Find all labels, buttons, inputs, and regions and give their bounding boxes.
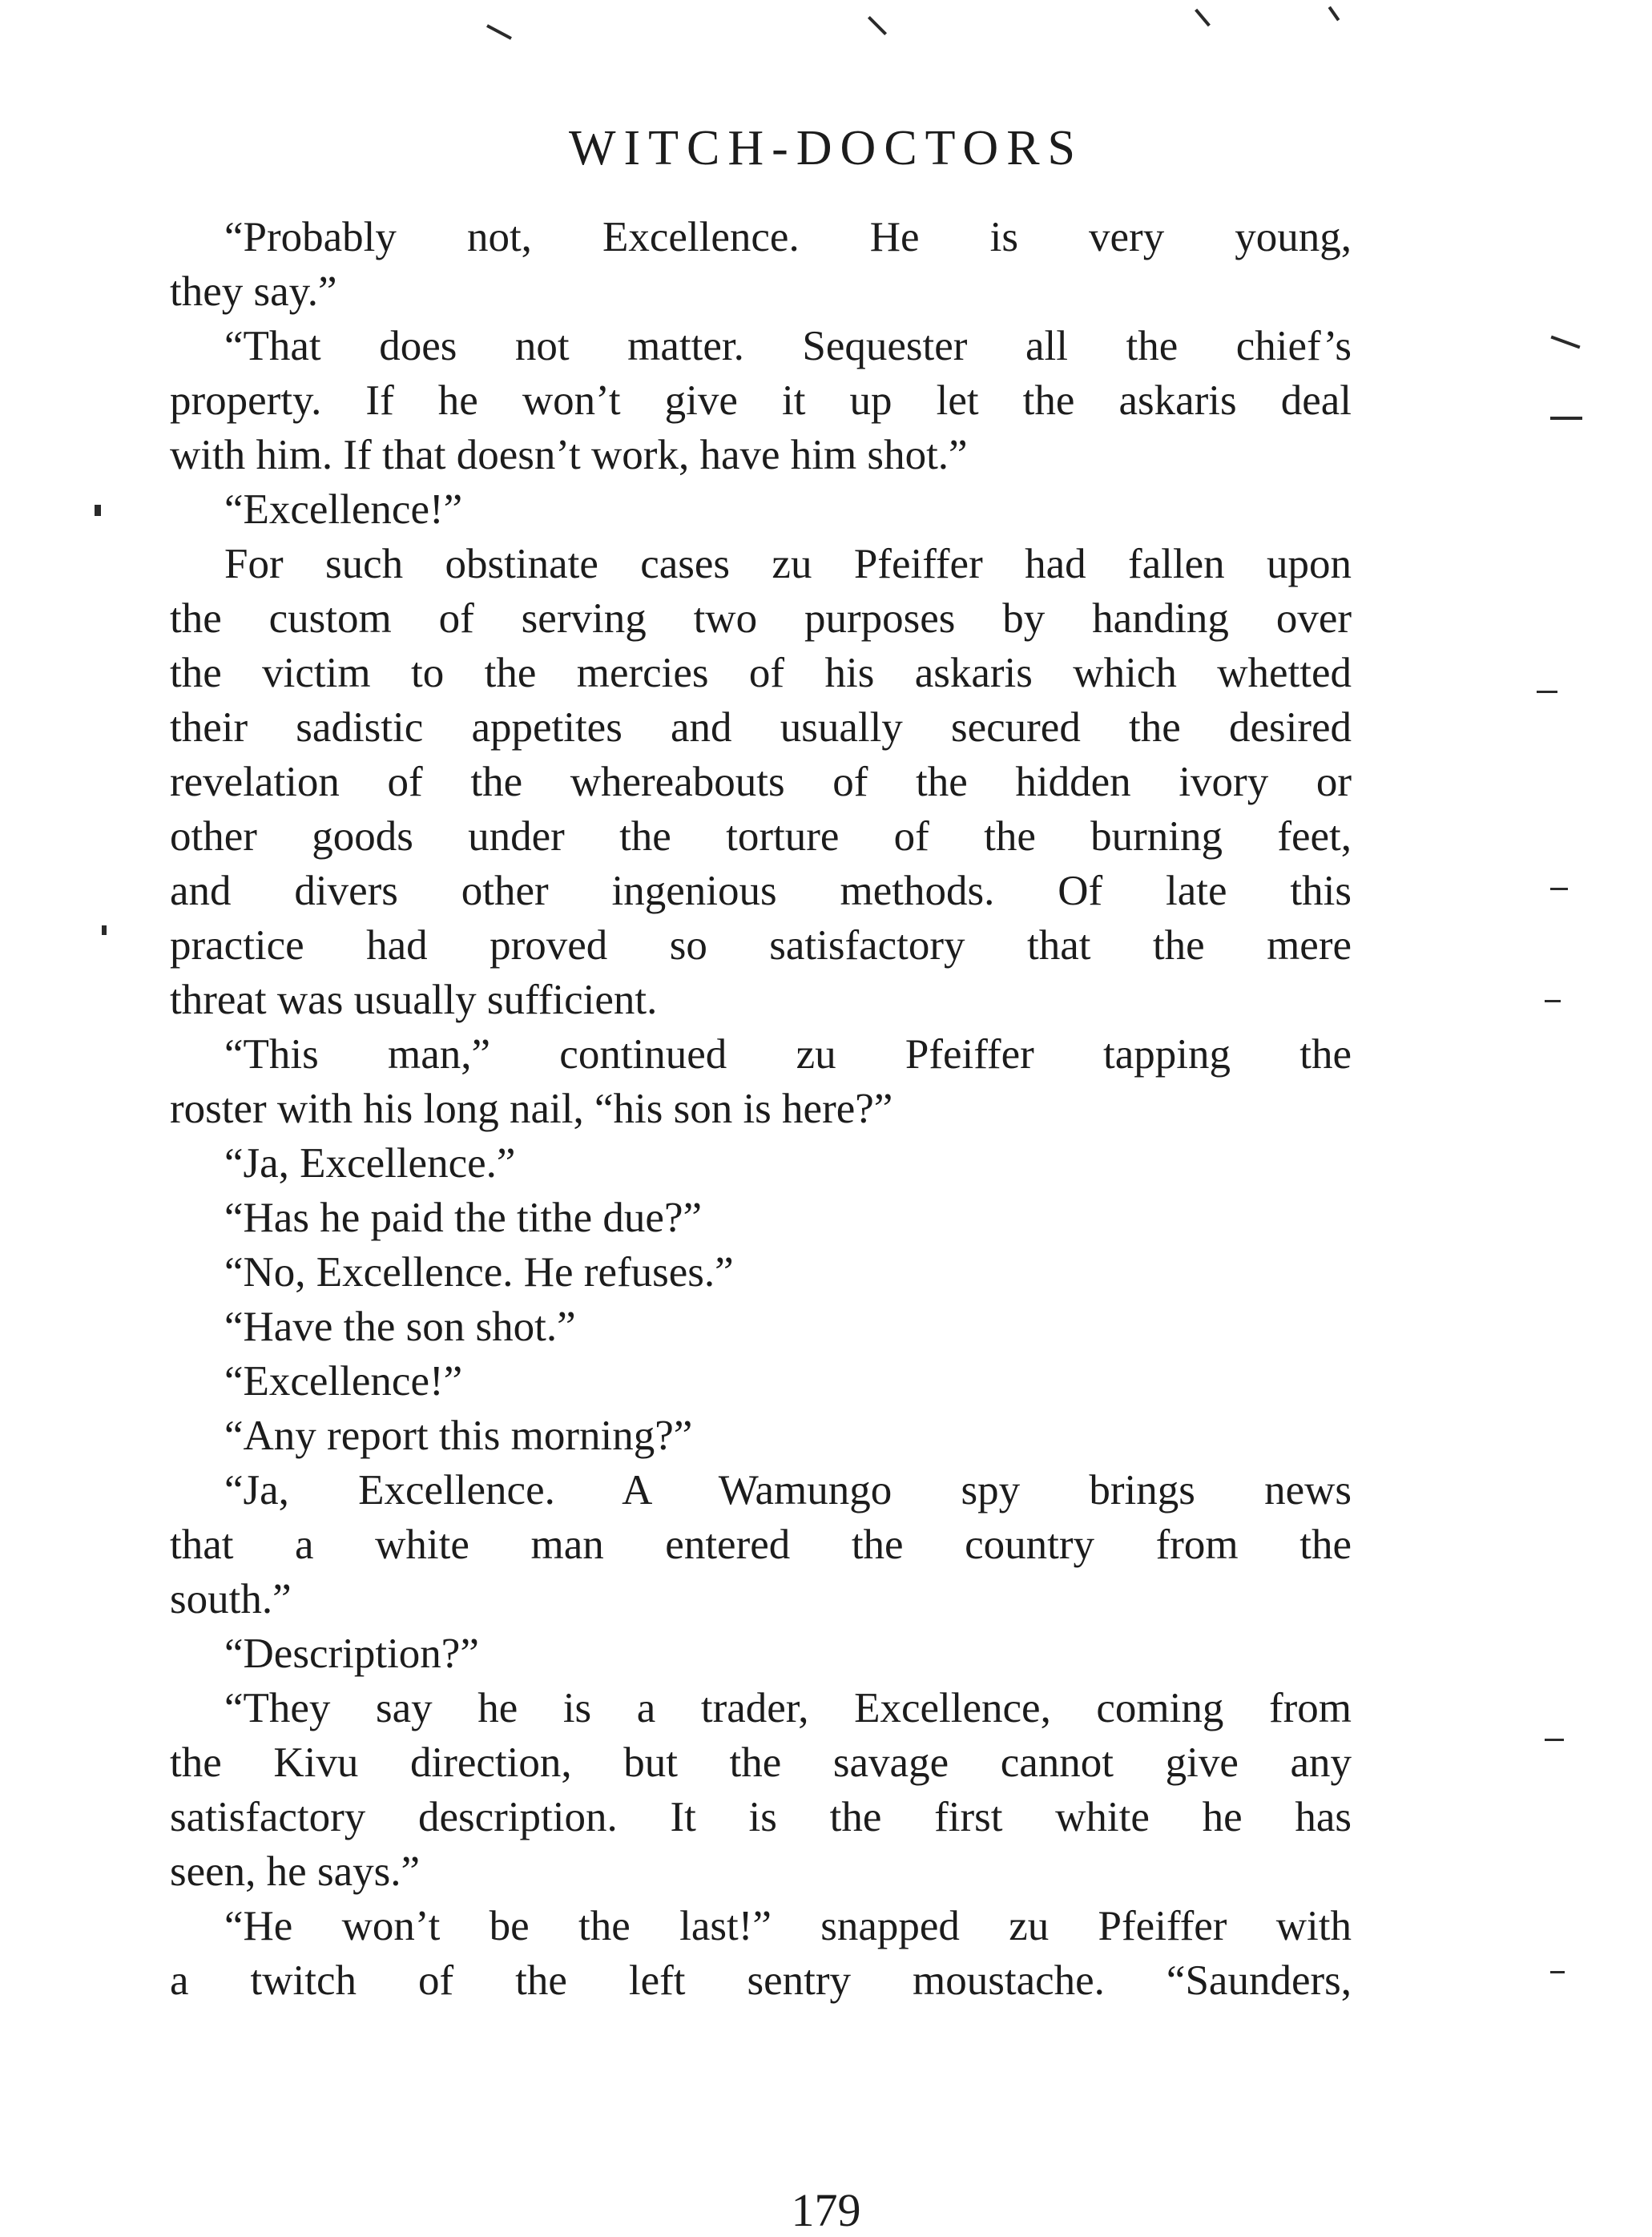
text-line: “Excellence!”: [224, 486, 463, 533]
scan-speck: [1537, 691, 1557, 693]
text-line: “Excellence!”: [224, 1358, 463, 1405]
scan-speck: [1550, 417, 1582, 420]
text-line: roster with his long nail, “his son is here?”: [170, 1086, 893, 1132]
text-line: satisfactory description. It is the first white he has: [170, 1794, 1352, 1840]
body-text: [170, 210, 1352, 2008]
text-line: For such obstinate cases zu Pfeiffer had fallen upon: [224, 541, 1352, 587]
text-line: “No, Excellence. He refuses.”: [224, 1249, 734, 1296]
text-line: the victim to the mercies of his askaris which whetted: [170, 650, 1352, 696]
text-line: practice had proved so satisfactory that the mere: [170, 922, 1352, 969]
text-line: that a white man entered the country from the: [170, 1522, 1352, 1568]
text-line: “Ja, Excellence.”: [224, 1140, 516, 1187]
text-line: “Any report this morning?”: [224, 1413, 693, 1459]
text-line: “Description?”: [224, 1630, 479, 1677]
text-line: and divers other ingenious methods. Of late this: [170, 868, 1352, 914]
text-line: “Has he paid the tithe due?”: [224, 1195, 702, 1241]
scan-speck: [1328, 6, 1340, 22]
page-number: 179: [791, 2184, 861, 2236]
text-line: the custom of serving two purposes by handing over: [170, 595, 1352, 642]
text-line: revelation of the whereabouts of the hidden ivory or: [170, 759, 1352, 805]
text-line: “They say he is a trader, Excellence, coming from: [224, 1685, 1352, 1731]
scan-speck: [1550, 888, 1568, 890]
text-line: “Ja, Excellence. A Wamungo spy brings news: [224, 1467, 1352, 1514]
scan-speck: [1545, 1000, 1561, 1002]
running-head: WITCH-DOCTORS: [568, 121, 1084, 175]
text-line: their sadistic appetites and usually secured the desired: [170, 704, 1352, 751]
text-line: they say.”: [170, 268, 337, 315]
scan-speck: [1195, 9, 1211, 26]
text-line: the Kivu direction, but the savage cannot give any: [170, 1739, 1352, 1786]
text-line: other goods under the torture of the burning feet,: [170, 813, 1352, 860]
text-line: property. If he won’t give it up let the askaris deal: [170, 377, 1352, 424]
text-line: “Have the son shot.”: [224, 1304, 576, 1350]
text-line: “Probably not, Excellence. He is very young,: [224, 214, 1352, 260]
text-line: south.”: [170, 1576, 292, 1622]
scan-speck: [868, 16, 887, 35]
text-line: seen, he says.”: [170, 1848, 420, 1895]
text-line: a twitch of the left sentry moustache. “Saunders,: [170, 1957, 1352, 2004]
scan-speck: [95, 505, 101, 516]
scan-speck: [486, 24, 512, 39]
scan-speck: [1550, 1971, 1565, 1973]
text-line: “That does not matter. Sequester all the chief’s: [224, 323, 1352, 369]
scan-speck: [102, 925, 107, 935]
scan-speck: [1545, 1739, 1564, 1741]
scan-speck: [1550, 336, 1580, 349]
text-line: threat was usually sufficient.: [170, 977, 658, 1023]
text-line: “This man,” continued zu Pfeiffer tapping the: [224, 1031, 1352, 1078]
text-line: with him. If that doesn’t work, have him shot.”: [170, 432, 968, 478]
text-line: “He won’t be the last!” snapped zu Pfeiffer with: [224, 1903, 1352, 1949]
